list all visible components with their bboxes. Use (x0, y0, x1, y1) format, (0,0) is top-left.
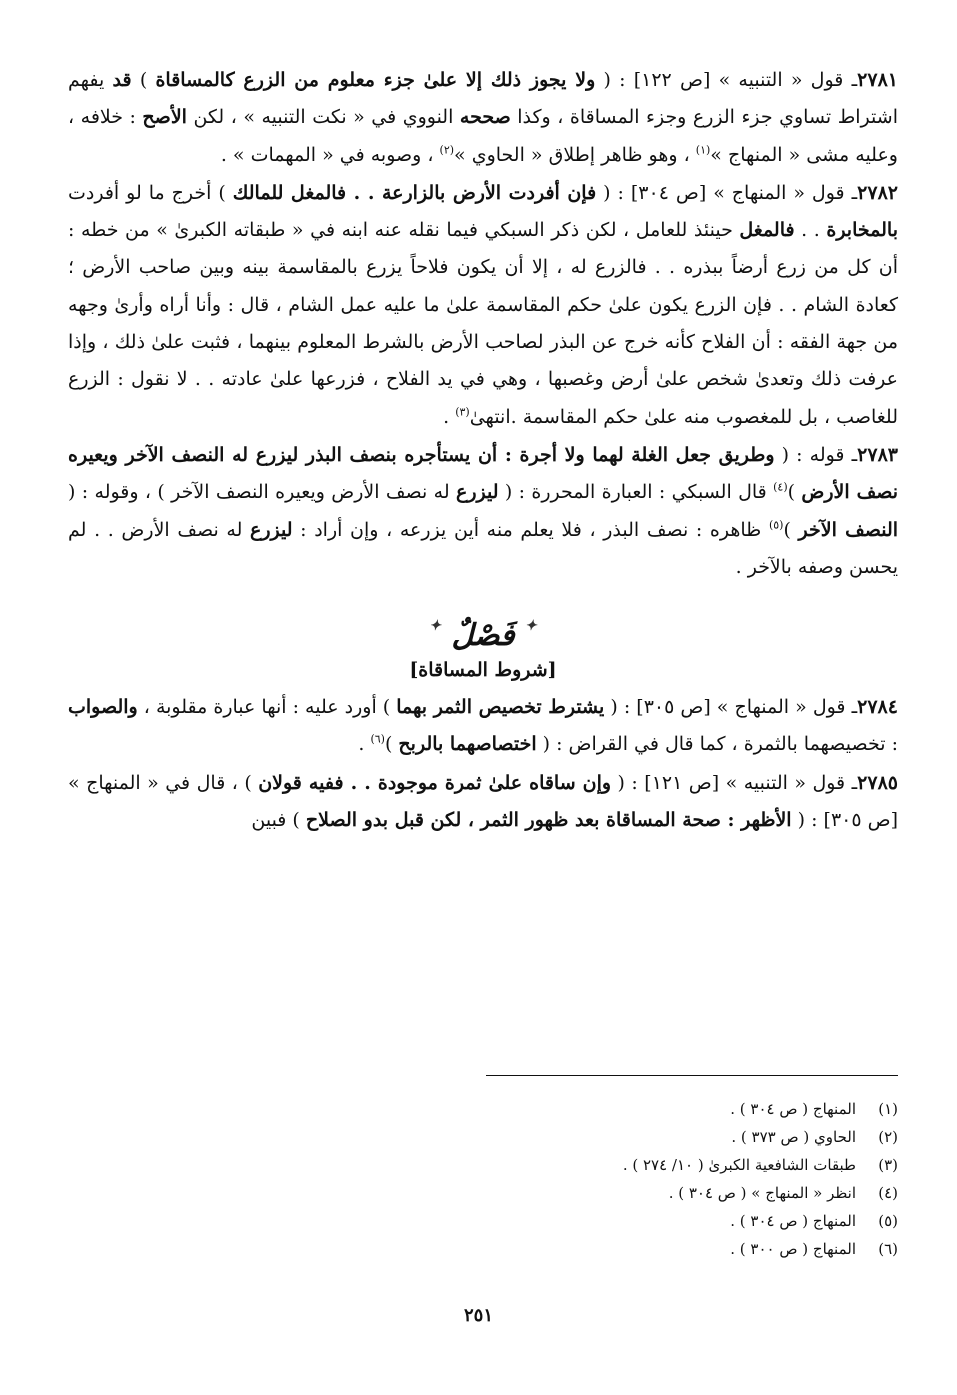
text-segment: صححه (459, 106, 511, 129)
text-segment: ) (131, 69, 156, 91)
text-segment: بالمخابرة (826, 219, 898, 242)
text-segment: الأظهر : صحة المساقاة بعد ظهور الثمر ، لكن قبل بدو الصلاح (305, 809, 792, 832)
footnote-ref: (٣) (455, 405, 470, 419)
text-segment: والصواب (68, 696, 138, 719)
paragraph (68, 175, 898, 436)
footnote-item (68, 1179, 898, 1207)
paragraph (68, 689, 898, 764)
text-segment: . (443, 405, 456, 428)
ornament-icon: ✦ (524, 618, 537, 635)
text-segment: ) أخرج ما لو أفردت (68, 181, 233, 204)
footnote-number: (٥) (878, 1212, 898, 1230)
text-segment: حينئذ للعامل ، لكن ذكر السبكي فيما نقله عنه ابنه في « طبقاته الكبرىٰ » من خطه : أن كل من زرع أرضاً ببذره . . فالزرع له ، إلا أن يكون فلاحاً يزرع بالمقاسمة بينه وبين صاحب الأرض ؛ كعادة الشام . . فإن الزرع يكون علىٰ حكم المقاسمة علىٰ ما عليه عمل الشام ، قال : وأنا أراه وأرىٰ وجهه من جهة الفقه : أن الفلاح كأنه خرج عن البذر لصاحب الأرض بالشرط المعلوم بينهما ، فثبت علىٰ ذلك ، وإذا عرفت ذلك وتعدىٰ شخص علىٰ أرض وغصبها ، وهي في يد الفلاح ، فزرعها علىٰ عادته . . لا نقول : الزرع للغاصب ، بل للمغصوب منه علىٰ حكم المقاسمة .انتهىٰ (68, 219, 898, 428)
footnote-text: انظر « المنهاج » ( ص ٣٠٤ ) . (668, 1184, 856, 1202)
text-segment: فالمغل (739, 219, 795, 242)
text-segment: ـ قول « المنهاج » [ص ٣٠٤] : ( (596, 181, 858, 204)
paragraph-number: ٢٧٨٤ (857, 696, 898, 719)
text-segment: له نصف الأرض . . لم يحسن وصفه بالآخر . (68, 518, 898, 578)
paragraph (68, 437, 898, 586)
ornament-icon: ✦ (429, 618, 441, 635)
fasl-text: فَصْلٌ (451, 618, 515, 654)
paragraph (68, 765, 898, 840)
text-segment: وإن ساقاه علىٰ ثمرة موجودة . . ففيه قولان (258, 771, 612, 794)
text-segment: قال السبكي : العبارة المحررة : ( (498, 481, 774, 504)
footnote-ref: (٦) (370, 733, 385, 747)
text-segment: ـ قول « المنهاج » [ص ٣٠٥] : ( (604, 696, 858, 719)
footnote-text: طبقات الشافعية الكبرىٰ ( ١٠/ ٢٧٤ ) . (622, 1156, 856, 1174)
text-segment: وطريق جعل الغلة لهما ولا أجرة : أن يستأجره بنصف البذر ليزرع له النصف الآخر ويعيره نصف الأرض (68, 443, 899, 504)
footnote-item (68, 1151, 898, 1179)
text-segment: الأصح (142, 106, 187, 129)
text-segment: ـ قول « التنبيه » [ص ١٢١] : ( (611, 771, 858, 794)
paragraph-number: ٢٧٨٥ (857, 771, 898, 794)
text-segment: يشترط تخصيص الثمر بهما (396, 696, 605, 719)
text-segment: ليزرع (250, 518, 293, 541)
text-segment: ليزرع (456, 481, 499, 504)
paragraph-number: ٢٧٨٣ (857, 443, 898, 466)
footnote-text: المنهاج ( ص ٣٠٤ ) . (730, 1100, 856, 1118)
footnote-text: المنهاج ( ص ٣٠٠ ) . (730, 1240, 856, 1258)
text-segment: ) فبين (251, 809, 306, 832)
footnote-number: (٤) (878, 1184, 898, 1202)
text-segment: ولا يجوز ذلك إلا علىٰ جزء معلوم من الزرع كالمساقاة (155, 69, 596, 91)
text-segment: : تخصيصهما بالثمرة ، كما قال في القراض : ( (536, 733, 898, 756)
footnote-number: (٦) (878, 1240, 898, 1258)
text-segment: ـ قول « التنبيه » [ص ١٢٢] : ( (595, 69, 858, 91)
footnote-divider (486, 1075, 898, 1076)
fasl-heading (429, 618, 536, 653)
text-segment: النووي في « نكت التنبيه » ، لكن (186, 106, 460, 129)
footnote-ref: (٥) (768, 518, 784, 532)
footnote-item (68, 1123, 898, 1151)
text-segment: ) (783, 518, 799, 541)
footnote-text: الحاوي ( ص ٣٧٣ ) . (731, 1128, 856, 1146)
footnote-item (68, 1235, 898, 1263)
text-segment: يفهم اشتراط تساوي جزء الزرع وجزء المساقاة ، وكذا (68, 69, 898, 129)
paragraph-number: ٢٧٨٢ (857, 181, 898, 204)
section-title: [شروط المساقاة] (409, 659, 557, 682)
main-paragraphs (68, 62, 898, 586)
text-segment: . (358, 733, 371, 756)
footnote-item (68, 1095, 898, 1123)
text-segment: ، وهو ظاهر إطلاق « الحاوي » (454, 143, 696, 166)
text-segment: فإن أفردت الأرض بالزارعة . . فالمغل للمالك (232, 181, 597, 204)
section-header (68, 618, 898, 681)
footnote-ref: (٤) (773, 480, 788, 494)
text-segment: ـ قوله : ( (774, 443, 858, 466)
paragraph (68, 62, 898, 174)
page-body (68, 62, 898, 840)
page-number: ٢٥١ (463, 1305, 493, 1326)
text-segment: ، وصوبه في « المهمات » . (220, 143, 440, 166)
footnote-number: (٢) (878, 1128, 898, 1146)
footnote-ref: (١) (695, 143, 711, 157)
text-segment: النصف الآخر (798, 518, 899, 541)
footnote-ref: (٢) (439, 143, 455, 157)
text-segment: له نصف الأرض ويعيره النصف الآخر ) ، وقوله : ( (68, 481, 456, 504)
text-segment: ) ، قال في « المنهاج » [ص ٣٠٥] : ( (68, 771, 898, 832)
text-segment: قد (112, 69, 132, 91)
text-segment: : خلافه ، وعليه مشى « المنهاج » (68, 106, 898, 166)
section-paragraphs (68, 689, 898, 839)
paragraph-number: ٢٧٨١ (857, 69, 898, 91)
footnote-number: (٣) (878, 1156, 898, 1174)
footnote-text: المنهاج ( ص ٣٠٤ ) . (730, 1212, 856, 1230)
text-segment: ) (787, 481, 802, 504)
text-segment: ) أورد عليه : أنها عبارة مقلوبة ، (137, 696, 397, 719)
footnotes (68, 1095, 898, 1263)
footnote-item (68, 1207, 898, 1235)
text-segment: ) (384, 733, 399, 756)
footnote-number: (١) (878, 1100, 898, 1118)
text-segment: . . (794, 219, 827, 242)
text-segment: ظاهره : نصف البذر ، فلا يعلم منه أين يزرعه ، وإن أراد : (292, 518, 769, 541)
text-segment: اختصاصهما بالربح (398, 733, 537, 756)
